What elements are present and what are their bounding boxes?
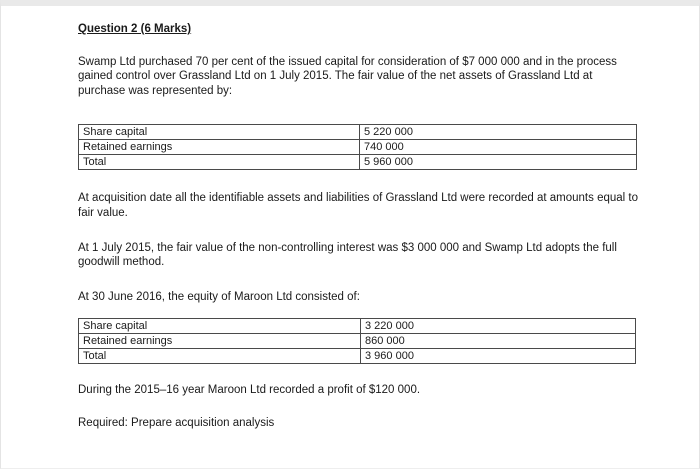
row-label: Retained earnings [79, 140, 360, 155]
net-assets-table [78, 124, 637, 170]
question-title: Question 2 (6 Marks) [78, 23, 192, 35]
paragraph-profit: During the 2015–16 year Maroon Ltd recorded a profit of $120 000. [78, 384, 421, 397]
row-label: Share capital [79, 319, 361, 334]
table-row [79, 334, 636, 349]
row-value: 740 000 [360, 140, 637, 155]
row-value: 5 220 000 [360, 125, 637, 140]
question-intro: Swamp Ltd purchased 70 per cent of the issued capital for consideration of $7 000 000 and in the process gained control over Grassland Ltd on 1 July 2015. The fair value of the net assets of Grassland Ltd at purchase was represented by: [78, 55, 617, 97]
paragraph-required: Required: Prepare acquisition analysis [78, 416, 275, 429]
table-row [79, 319, 636, 334]
paragraph-fair-value: At acquisition date all the identifiable assets and liabilities of Grassland Ltd were recorded at amounts equal to fair value. [78, 192, 638, 219]
table-row [79, 155, 637, 170]
row-label: Total [79, 349, 361, 364]
row-label: Retained earnings [79, 334, 361, 349]
table-row [79, 349, 636, 364]
row-label: Share capital [79, 125, 360, 140]
paragraph-nci: At 1 July 2015, the fair value of the non-controlling interest was $3 000 000 and Swamp Ltd adopts the full goodwill method. [78, 241, 617, 269]
row-value: 3 220 000 [361, 319, 636, 334]
paragraph-equity-intro: At 30 June 2016, the equity of Maroon Ltd consisted of: [78, 290, 360, 303]
row-label: Total [79, 155, 360, 170]
row-value: 3 960 000 [361, 349, 636, 364]
table-row [79, 140, 637, 155]
row-value: 860 000 [361, 334, 636, 349]
equity-table [78, 318, 636, 364]
document-body [78, 22, 638, 431]
table-row [79, 125, 637, 140]
row-value: 5 960 000 [360, 155, 637, 170]
